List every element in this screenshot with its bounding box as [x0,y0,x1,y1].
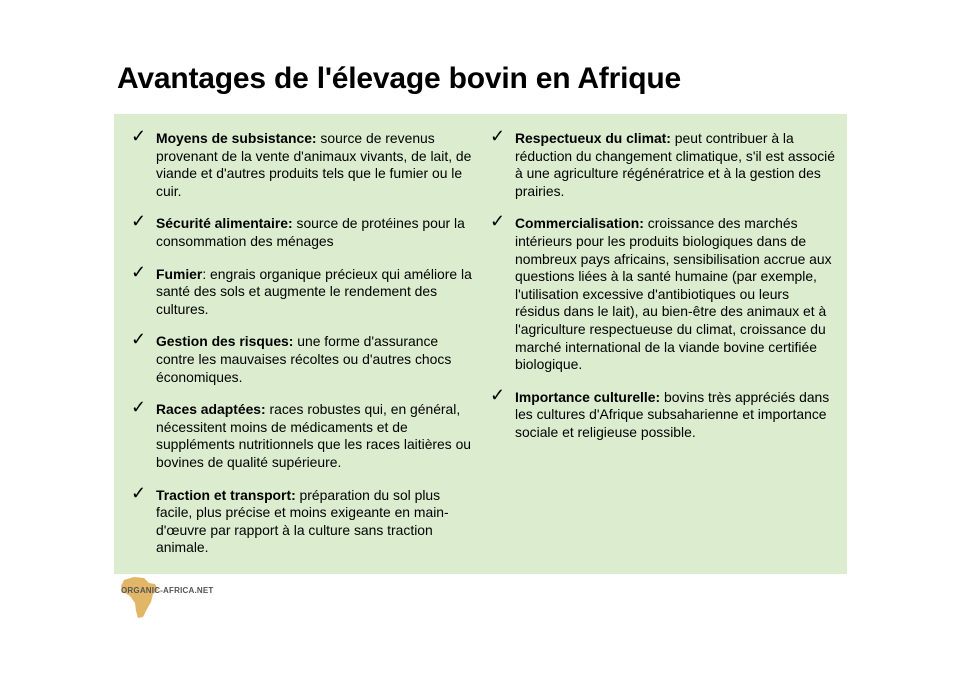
item-label: Commercialisation: [515,215,644,232]
list-item [126,261,478,319]
item-label: Traction et transport: [156,486,296,503]
item-text: bovins très appréciés dans les cultures d'Afrique subsaharienne et importance sociale et religieuse possible. [515,388,830,440]
item-text: source de protéines pour la consommation des ménages [156,215,465,249]
item-text: source de revenus provenant de la vente d'animaux vivants, de lait, de viande et d'autres produits tels que le fumier ou le cuir. [156,130,472,199]
list-item [126,126,478,200]
item-label: Sécurité alimentaire: [156,215,293,232]
list-item [485,211,835,373]
logo-text: ORGANIC-AFRICA.NET [121,586,214,595]
list-item [485,384,835,442]
checkmark-icon: ✓ [490,211,506,233]
page-title: Avantages de l'élevage bovin en Afrique [117,62,681,95]
item-label: Importance culturelle: [515,388,661,405]
item-text: une forme d'assurance contre les mauvaises récoltes ou d'autres chocs économiques. [156,333,452,385]
item-label: Gestion des risques: [156,333,294,350]
right-column [485,126,835,457]
item-label: Races adaptées: [156,401,266,418]
checkmark-icon: ✓ [131,329,147,351]
africa-map-icon [118,576,228,622]
list-item [126,211,478,250]
organic-africa-logo [118,576,228,622]
item-text: races robustes qui, en général, nécessitent moins de médicaments et de suppléments nutritionnels que les races laitières ou bovines de qualité supérieure. [156,401,472,470]
checkmark-icon: ✓ [131,211,147,233]
item-text: croissance des marchés intérieurs pour les produits biologiques dans de nombreux pays africains, sensibilisation accrue aux questions liées à la santé humaine (par exemple, l'utilisation excessive d'antibiotiques ou leurs résidus dans le lait), au bien-être des animaux et à l'agriculture respectueuse du climat, croissance du marché international de la viande bovine certifiée biologique. [515,215,832,373]
list-item [485,126,835,200]
item-text: : engrais organique précieux qui améliore la santé des sols et augmente le rendement des cultures. [156,265,472,317]
item-text: préparation du sol plus facile, plus précise et moins exigeante en main-d'œuvre par rapport à la culture sans traction animale. [156,486,449,556]
benefits-panel [114,114,847,574]
checkmark-icon: ✓ [490,384,506,406]
checkmark-icon: ✓ [131,482,147,504]
left-column [126,126,478,572]
item-text: peut contribuer à la réduction du changement climatique, s'il est associé à une agriculture régénératrice et à la gestion des prairies. [515,130,835,199]
checkmark-icon: ✓ [131,397,147,419]
checkmark-icon: ✓ [490,126,506,147]
checkmark-icon: ✓ [131,261,147,283]
list-item [126,397,478,471]
item-label: Moyens de subsistance: [156,130,317,146]
item-label: Respectueux du climat: [515,130,671,146]
list-item [126,482,478,557]
checkmark-icon: ✓ [131,126,147,147]
item-label: Fumier [156,265,203,282]
list-item [126,329,478,386]
